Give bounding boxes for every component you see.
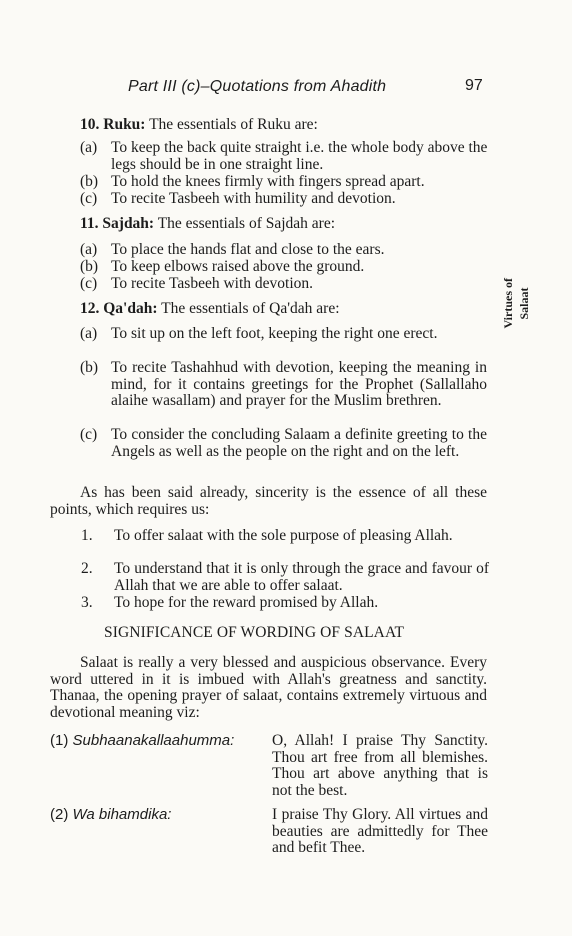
item-mark: (b): [80, 173, 99, 190]
glossary-number: (1): [50, 732, 69, 749]
item-text: To keep the back quite straight i.e. the whole body above the legs should be in one straight line.: [111, 139, 488, 173]
qadah-title: Qa'dah:: [103, 300, 158, 317]
ruku-heading: [80, 117, 318, 134]
section-title: SIGNIFICANCE OF WORDING OF SALAAT: [104, 624, 405, 641]
item-mark: (b): [80, 359, 99, 376]
item-mark: (c): [80, 275, 98, 292]
glossary-term: [50, 733, 234, 750]
ruku-number: 10.: [80, 116, 100, 133]
item-mark: (b): [80, 258, 99, 275]
glossary-entry: [50, 733, 488, 803]
item-text: To recite Tasbeeh with devotion.: [111, 275, 313, 292]
sajdah-intro: The essentials of Sajdah are:: [157, 215, 336, 232]
ruku-title: Ruku:: [103, 116, 146, 133]
item-text: To recite Tasbeeh with humility and devotion.: [111, 190, 396, 207]
running-title: Part III (c)–Quotations from Ahadith: [128, 78, 387, 95]
page-number: 97: [465, 77, 483, 94]
item-mark: (a): [80, 241, 98, 258]
side-tab-line-1: Virtues of: [501, 278, 515, 329]
side-tab-line-2: Salaat: [517, 287, 531, 320]
glossary-entry: [50, 807, 488, 877]
item-mark: (a): [80, 139, 98, 156]
sajdah-title: Sajdah:: [102, 215, 155, 232]
item-text: To keep elbows raised above the ground.: [111, 258, 365, 275]
glossary-meaning: O, Allah! I praise Thy Sanctity. Thou art free from all blemishes. Thou art above anything that is not the best.: [272, 732, 488, 799]
item-text: To consider the concluding Salaam a definite greeting to the Angels as well as the people on the right and on the left.: [111, 426, 487, 460]
glossary-term-text: Wa bihamdika:: [72, 806, 172, 823]
qadah-heading: [80, 301, 340, 318]
item-text: To hope for the reward promised by Allah.: [114, 594, 379, 611]
qadah-intro: The essentials of Qa'dah are:: [161, 300, 340, 317]
item-text: To place the hands flat and close to the ears.: [111, 241, 385, 258]
item-mark: 2.: [81, 560, 93, 577]
sajdah-heading: [80, 216, 335, 233]
item-text: To hold the knees firmly with fingers spread apart.: [111, 173, 425, 190]
glossary-term: [50, 807, 171, 824]
item-mark: 1.: [81, 527, 93, 544]
ruku-intro: The essentials of Ruku are:: [149, 116, 318, 133]
sajdah-number: 11.: [80, 215, 99, 232]
glossary-term-text: Subhaanakallaahumma:: [72, 732, 235, 749]
item-text: To understand that it is only through the grace and favour of Allah that we are able to offer salaat.: [114, 560, 489, 594]
item-text: To recite Tashahhud with devotion, keeping the meaning in mind, for it contains greetings for the Prophet (Sallallaho alaihe wasallam) and prayer for the Muslim brethren.: [111, 359, 487, 410]
item-mark: (a): [80, 325, 98, 342]
glossary-meaning: I praise Thy Glory. All virtues and beauties are admittedly for Thee and befit Thee.: [272, 806, 488, 857]
qadah-number: 12.: [80, 300, 100, 317]
item-mark: 3.: [81, 594, 93, 611]
section-paragraph: Salaat is really a very blessed and auspicious observance. Every word uttered in it is imbued with Allah's greatness and sanctity. Thanaa, the opening prayer of salaat, contains extremely virtuous and devotional meaning viz:: [50, 654, 487, 721]
glossary-number: (2): [50, 806, 69, 823]
sincerity-paragraph: As has been said already, sincerity is the essence of all these points, which requires us:: [50, 484, 487, 518]
item-mark: (c): [80, 190, 98, 207]
item-mark: (c): [80, 426, 98, 443]
item-text: To sit up on the left foot, keeping the right one erect.: [111, 325, 438, 342]
item-text: To offer salaat with the sole purpose of pleasing Allah.: [114, 527, 453, 544]
